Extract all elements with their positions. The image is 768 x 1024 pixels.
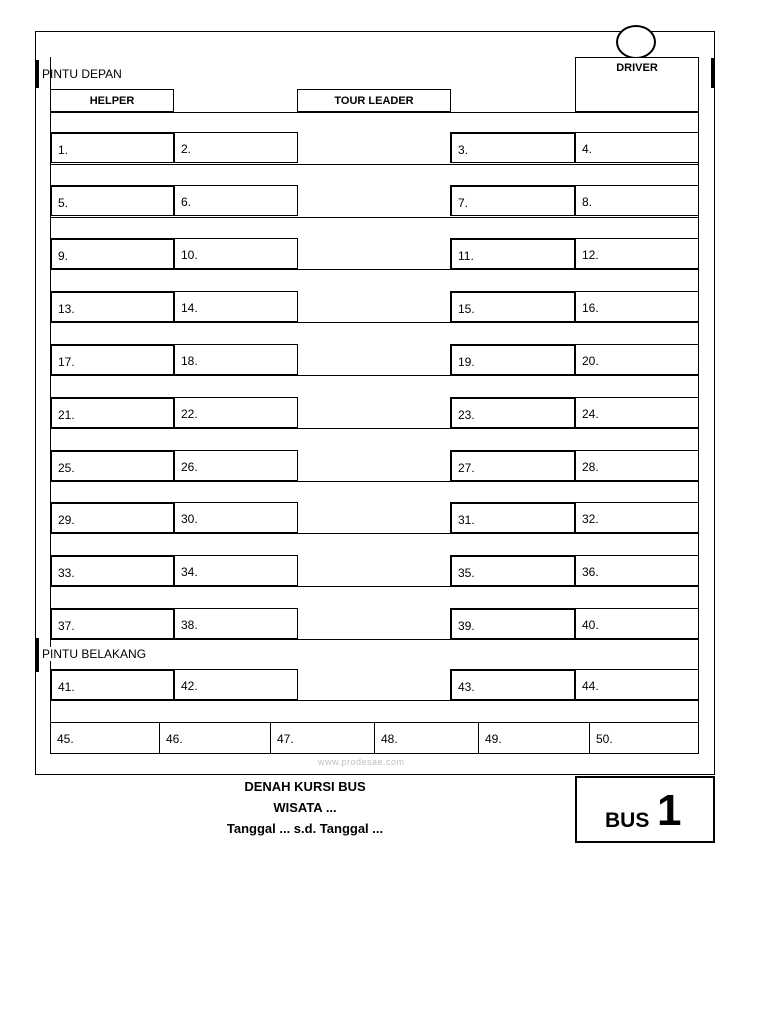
driver-label: DRIVER bbox=[616, 62, 658, 74]
front-door-label: PINTU DEPAN bbox=[42, 67, 122, 81]
driver-box bbox=[575, 57, 699, 112]
row-divider bbox=[50, 586, 699, 587]
seat-32: 32. bbox=[575, 502, 699, 533]
seat-42: 42. bbox=[174, 669, 298, 700]
row-divider bbox=[50, 639, 699, 640]
row-divider bbox=[50, 700, 699, 701]
seat-14: 14. bbox=[174, 291, 298, 322]
seat-36: 36. bbox=[575, 555, 699, 586]
seat-10: 10. bbox=[174, 238, 298, 269]
seat-1: 1. bbox=[50, 132, 174, 163]
row-divider bbox=[50, 481, 699, 482]
seat-8: 8. bbox=[575, 185, 699, 216]
seat-38: 38. bbox=[174, 608, 298, 639]
row-divider bbox=[50, 375, 699, 376]
seat-6: 6. bbox=[174, 185, 298, 216]
seat-4: 4. bbox=[575, 132, 699, 163]
tour-leader-label: TOUR LEADER bbox=[334, 95, 414, 107]
seat-26: 26. bbox=[174, 450, 298, 481]
bus-label: BUS bbox=[605, 809, 650, 832]
seat-29: 29. bbox=[50, 502, 174, 533]
seat-24: 24. bbox=[575, 397, 699, 428]
seat-37: 37. bbox=[50, 608, 174, 639]
front-door-marker bbox=[35, 60, 39, 88]
seat-50: 50. bbox=[589, 722, 699, 754]
page-subtitle: WISATA ... bbox=[273, 800, 337, 815]
seat-3: 3. bbox=[450, 132, 575, 163]
steering-wheel-icon bbox=[616, 25, 656, 59]
seat-46: 46. bbox=[159, 722, 271, 754]
seat-20: 20. bbox=[575, 344, 699, 375]
seat-15: 15. bbox=[450, 291, 575, 322]
seat-31: 31. bbox=[450, 502, 575, 533]
seat-45: 45. bbox=[50, 722, 160, 754]
seat-16: 16. bbox=[575, 291, 699, 322]
seat-34: 34. bbox=[174, 555, 298, 586]
page-title: DENAH KURSI BUS bbox=[244, 779, 366, 794]
seat-22: 22. bbox=[174, 397, 298, 428]
seat-7: 7. bbox=[450, 185, 575, 216]
seat-19: 19. bbox=[450, 344, 575, 375]
row-divider bbox=[50, 112, 699, 113]
seat-30: 30. bbox=[174, 502, 298, 533]
seat-44: 44. bbox=[575, 669, 699, 700]
helper-label: HELPER bbox=[89, 95, 135, 107]
row-divider bbox=[50, 322, 699, 323]
row-divider bbox=[50, 217, 699, 218]
bus-number: 1 bbox=[657, 786, 682, 835]
seat-33: 33. bbox=[50, 555, 174, 586]
seat-27: 27. bbox=[450, 450, 575, 481]
seat-13: 13. bbox=[50, 291, 174, 322]
rear-door-marker bbox=[35, 638, 39, 672]
date-line: Tanggal ... s.d. Tanggal ... bbox=[226, 821, 384, 836]
seat-28: 28. bbox=[575, 450, 699, 481]
seat-39: 39. bbox=[450, 608, 575, 639]
seat-35: 35. bbox=[450, 555, 575, 586]
row-divider bbox=[50, 269, 699, 270]
seat-23: 23. bbox=[450, 397, 575, 428]
seat-12: 12. bbox=[575, 238, 699, 269]
helper-box bbox=[50, 89, 174, 112]
seat-17: 17. bbox=[50, 344, 174, 375]
seat-25: 25. bbox=[50, 450, 174, 481]
row-divider bbox=[50, 164, 699, 165]
right-marker bbox=[711, 58, 715, 88]
bus-number-box bbox=[575, 776, 715, 843]
seat-48: 48. bbox=[374, 722, 479, 754]
seat-21: 21. bbox=[50, 397, 174, 428]
seat-18: 18. bbox=[174, 344, 298, 375]
seat-47: 47. bbox=[270, 722, 375, 754]
seat-2: 2. bbox=[174, 132, 298, 163]
row-divider bbox=[50, 533, 699, 534]
seat-43: 43. bbox=[450, 669, 575, 700]
watermark: www.prodesae.com bbox=[318, 757, 405, 767]
rear-door-label: PINTU BELAKANG bbox=[42, 647, 147, 661]
seat-49: 49. bbox=[478, 722, 590, 754]
row-divider bbox=[50, 428, 699, 429]
seat-11: 11. bbox=[450, 238, 575, 269]
tour-leader-box bbox=[297, 89, 451, 112]
seat-41: 41. bbox=[50, 669, 174, 700]
seat-40: 40. bbox=[575, 608, 699, 639]
seat-5: 5. bbox=[50, 185, 174, 216]
seat-9: 9. bbox=[50, 238, 174, 269]
